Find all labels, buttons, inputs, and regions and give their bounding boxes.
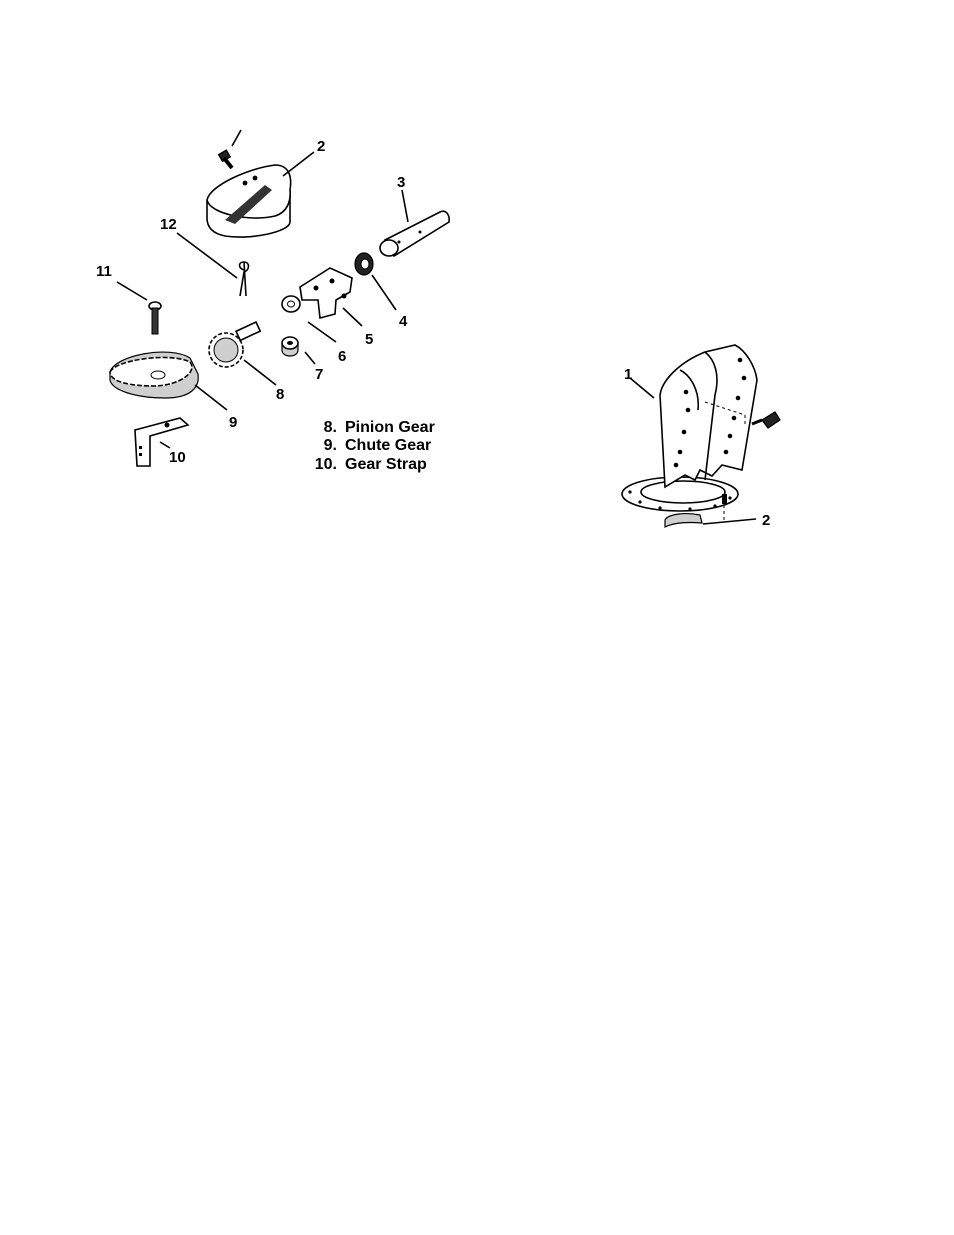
part-11-bolt bbox=[117, 282, 161, 334]
left-exploded-diagram bbox=[96, 130, 449, 473]
callout-7: 7 bbox=[315, 366, 324, 383]
callout-9: 9 bbox=[229, 414, 238, 431]
part-5-bracket bbox=[300, 268, 362, 326]
part-7-bushing bbox=[282, 337, 315, 364]
part-9-chute-gear bbox=[110, 352, 227, 410]
part-4-bearing bbox=[355, 253, 396, 310]
callout-8: 8 bbox=[276, 386, 285, 403]
parts-legend bbox=[315, 419, 435, 473]
legend-name: Gear Strap bbox=[345, 456, 427, 473]
callout-2: 2 bbox=[317, 138, 326, 155]
callout-5: 5 bbox=[365, 331, 374, 348]
callout-2: 2 bbox=[762, 512, 771, 529]
part-8-pinion-gear bbox=[209, 322, 276, 385]
legend-name: Chute Gear bbox=[345, 437, 432, 454]
callout-6: 6 bbox=[338, 348, 347, 365]
top-screw-part bbox=[219, 130, 241, 168]
legend-name: Pinion Gear bbox=[345, 419, 435, 436]
legend-number: 10. bbox=[314, 456, 337, 473]
part-1-discharge-chute bbox=[630, 345, 757, 487]
legend-number: 9. bbox=[323, 437, 337, 454]
chute-base-flange bbox=[622, 477, 738, 511]
callout-10: 10 bbox=[169, 449, 186, 466]
callout-3: 3 bbox=[397, 174, 406, 191]
callout-1: 1 bbox=[624, 366, 633, 383]
right-chute-diagram bbox=[622, 345, 780, 529]
callout-11: 11 bbox=[96, 263, 112, 280]
callout-12: 12 bbox=[160, 216, 177, 233]
callout-4: 4 bbox=[399, 313, 408, 330]
legend-number: 8. bbox=[323, 419, 337, 436]
part-2-cap bbox=[207, 152, 314, 237]
part-12-hairpin bbox=[177, 233, 249, 296]
part-3-shaft bbox=[380, 190, 449, 256]
